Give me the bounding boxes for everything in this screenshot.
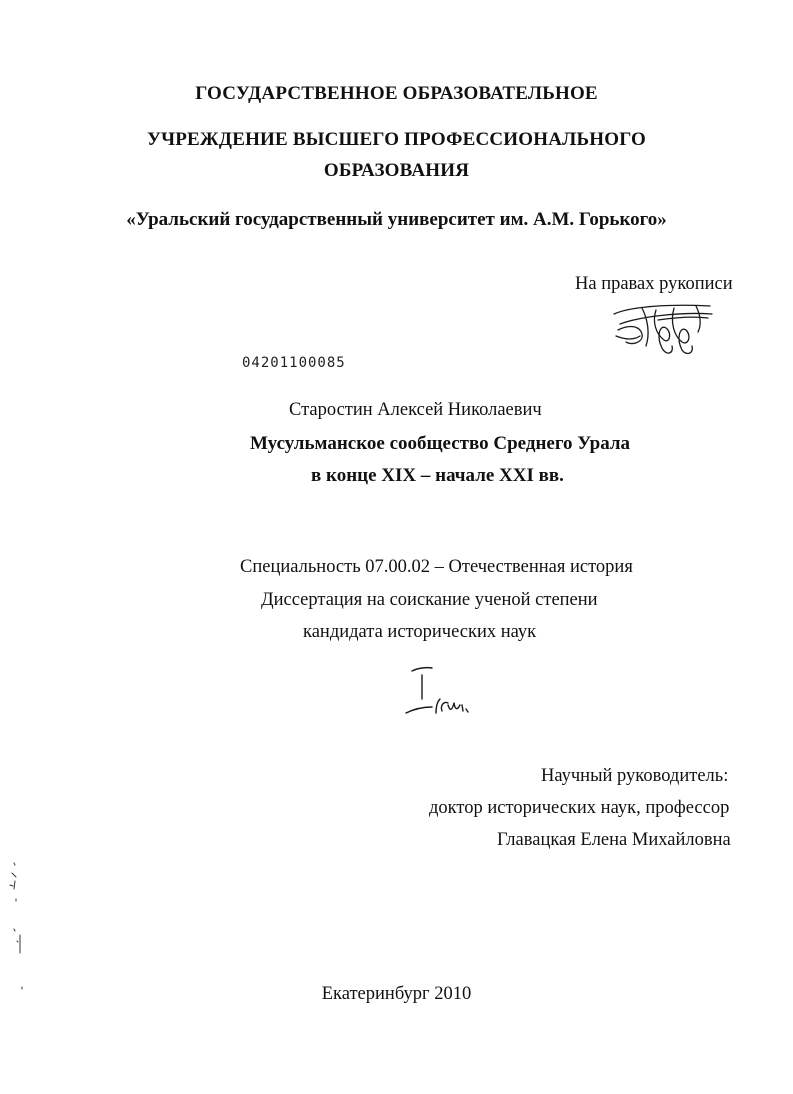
handwritten-mark-middle	[402, 665, 474, 719]
supervisor-label: Научный руководитель:	[541, 766, 729, 786]
dissertation-type-line-1: Диссертация на соискание ученой степени	[261, 590, 598, 610]
document-code: 04201100085	[242, 355, 346, 371]
institution-line-2: УЧРЕЖДЕНИЕ ВЫСШЕГО ПРОФЕССИОНАЛЬНОГО	[146, 129, 647, 150]
institution-line-1: ГОСУДАРСТВЕННОЕ ОБРАЗОВАТЕЛЬНОЕ	[195, 83, 598, 104]
institution-line-3: ОБРАЗОВАНИЯ	[323, 160, 470, 181]
specialty-line: Специальность 07.00.02 – Отечественная история	[240, 557, 633, 577]
dissertation-title-line-1: Мусульманское сообщество Среднего Урала	[250, 433, 631, 454]
handwritten-signature-top	[612, 300, 718, 358]
supervisor-name: Главацкая Елена Михайловна	[497, 830, 731, 850]
dissertation-type-line-2: кандидата исторических наук	[303, 622, 537, 642]
dissertation-title-line-2: в конце XIX – начале XXI вв.	[311, 465, 564, 486]
author-name: Старостин Алексей Николаевич	[289, 400, 542, 420]
supervisor-degree: доктор исторических наук, профессор	[429, 798, 730, 818]
margin-scan-marks	[0, 855, 30, 995]
rights-note: На правах рукописи	[575, 274, 733, 294]
university-name: «Уральский государственный университет им. А.М. Горького»	[126, 209, 667, 230]
city-year: Екатеринбург 2010	[321, 984, 472, 1004]
